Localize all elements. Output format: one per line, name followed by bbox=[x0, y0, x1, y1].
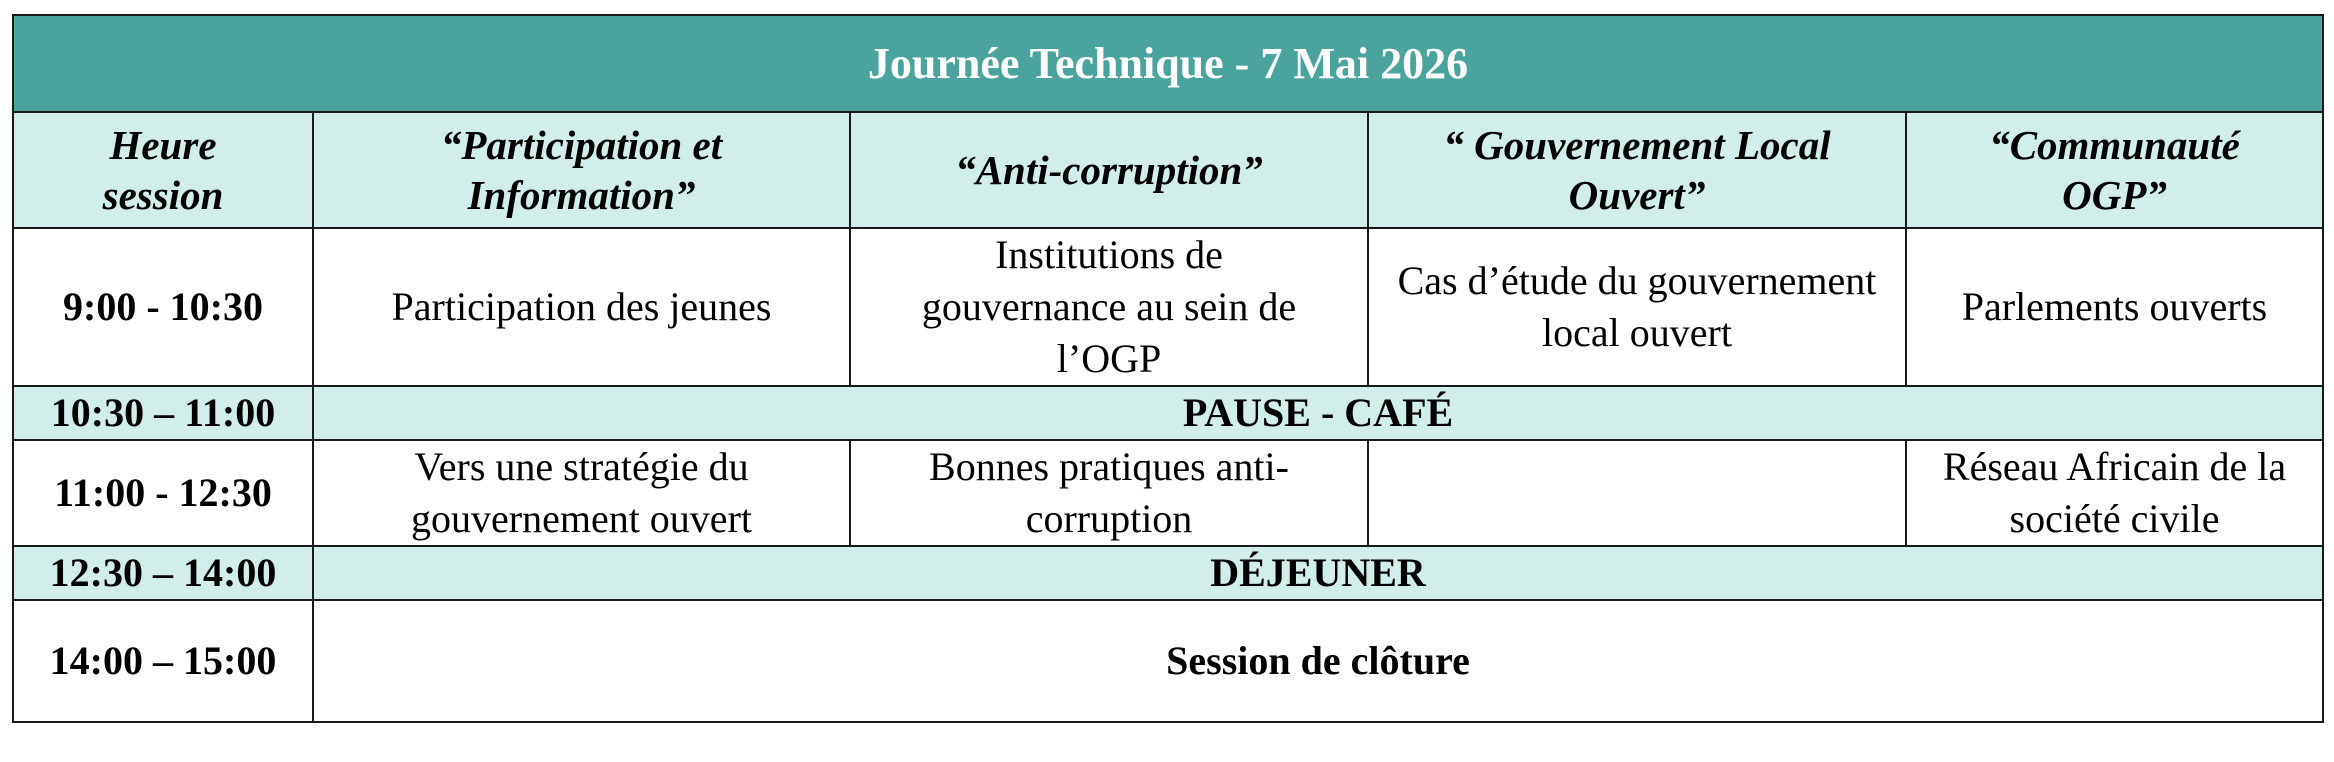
closing-time: 14:00 – 15:00 bbox=[13, 600, 313, 722]
column-header-local-government: “ Gouvernement Local Ouvert” bbox=[1368, 112, 1906, 228]
session-cell-empty bbox=[1368, 440, 1906, 546]
session-cell: Vers une stratégie du gouvernement ouvert bbox=[313, 440, 850, 546]
session-time: 9:00 - 10:30 bbox=[13, 228, 313, 386]
break-time: 12:30 – 14:00 bbox=[13, 546, 313, 600]
title-row bbox=[13, 15, 2323, 112]
header-row bbox=[13, 112, 2323, 228]
session-row-2 bbox=[13, 440, 2323, 546]
session-cell: Bonnes pratiques anti-corruption bbox=[850, 440, 1368, 546]
session-cell: Participation des jeunes bbox=[313, 228, 850, 386]
session-time: 11:00 - 12:30 bbox=[13, 440, 313, 546]
closing-label: Session de clôture bbox=[313, 600, 2323, 722]
session-cell: Institutions de gouvernance au sein de l’OGP bbox=[850, 228, 1368, 386]
session-cell: Cas d’étude du gouvernement local ouvert bbox=[1368, 228, 1906, 386]
break-row-lunch bbox=[13, 546, 2323, 600]
break-label: DÉJEUNER bbox=[313, 546, 2323, 600]
session-cell: Réseau Africain de la société civile bbox=[1906, 440, 2323, 546]
column-header-anticorruption: “Anti-corruption” bbox=[850, 112, 1368, 228]
session-row-1 bbox=[13, 228, 2323, 386]
schedule-table bbox=[12, 14, 2324, 723]
column-header-time: Heure session bbox=[13, 112, 313, 228]
break-label: PAUSE - CAFÉ bbox=[313, 386, 2323, 440]
break-time: 10:30 – 11:00 bbox=[13, 386, 313, 440]
schedule-title: Journée Technique - 7 Mai 2026 bbox=[13, 15, 2323, 112]
break-row-pause bbox=[13, 386, 2323, 440]
column-header-ogp-community: “Communauté OGP” bbox=[1906, 112, 2323, 228]
closing-row bbox=[13, 600, 2323, 722]
column-header-participation: “Participation et Information” bbox=[313, 112, 850, 228]
session-cell: Parlements ouverts bbox=[1906, 228, 2323, 386]
